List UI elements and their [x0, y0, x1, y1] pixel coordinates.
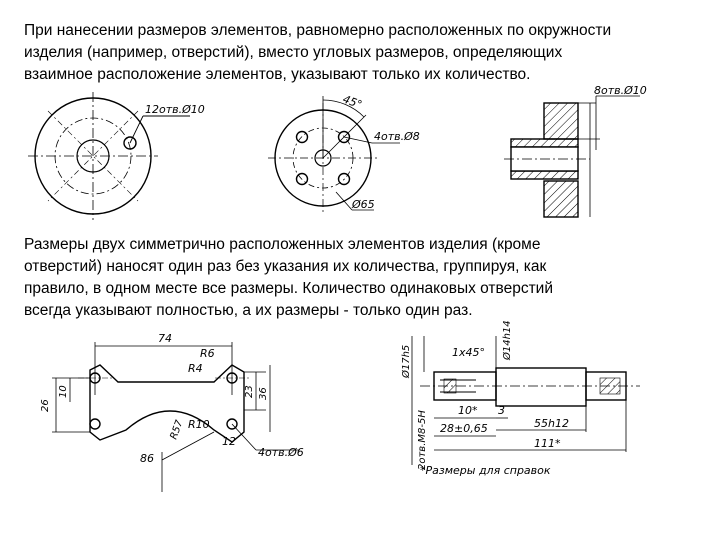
dim-74: 74: [158, 332, 172, 345]
label-angle: 45°: [340, 92, 364, 112]
label-8-holes: 8отв.Ø10: [594, 84, 647, 97]
dim-r57: R57: [168, 418, 186, 442]
dim-12: 12: [222, 435, 236, 448]
dim-55h12: 55h12: [534, 417, 569, 430]
dim-26: 26: [40, 399, 51, 412]
dim-86: 86: [140, 452, 154, 465]
dim-d17h5: Ø17h5: [401, 344, 412, 378]
text-line: При нанесении размеров элементов, равномерно расположенных по окружности: [24, 22, 612, 39]
dim-111: 111*: [534, 437, 561, 450]
dim-10-ref: 10*: [458, 404, 478, 417]
dim-3: 3: [498, 404, 505, 417]
label-4-holes: 4отв.Ø8: [374, 130, 420, 143]
note-reference-sizes: *Размеры для справок: [420, 464, 551, 477]
text-line: Размеры двух симметрично расположенных элементов изделия (кроме: [24, 236, 541, 253]
dim-28: 28±0,65: [440, 422, 488, 435]
dim-r4: R4: [188, 362, 203, 375]
text-line: изделия (например, отверстий), вместо угловых размеров, определяющих: [24, 44, 563, 61]
drawing-section-view: [504, 96, 640, 217]
dim-chamfer: 1х45°: [452, 346, 486, 359]
text-line: правило, в одном месте все размеры. Количество одинаковых отверстий: [24, 280, 553, 297]
text-line: взаимное расположение элементов, указывают только их количество.: [24, 66, 531, 83]
dim-23: 23: [244, 385, 255, 398]
label-12-holes: 12отв.Ø10: [145, 103, 205, 116]
label-4-holes-6: 4отв.Ø6: [258, 446, 304, 459]
drawing-flange-4-holes: [268, 96, 400, 215]
dim-d14h14: Ø14h14: [502, 320, 513, 360]
dim-36: 36: [258, 387, 269, 400]
dim-r10: R10: [188, 418, 210, 431]
dim-10: 10: [58, 385, 69, 398]
text-line: отверстий) наносят один раз без указания их количества, группируя, как: [24, 258, 547, 275]
dim-r6: R6: [200, 347, 215, 360]
label-thread: 2отв.М8-5Н: [417, 410, 428, 470]
label-diameter-65: Ø65: [352, 198, 375, 211]
drawing-shaft: [412, 336, 640, 465]
text-line: всегда указывают полностью, а их размеры - только один раз.: [24, 302, 473, 319]
drawing-lever-plate: [52, 342, 300, 492]
